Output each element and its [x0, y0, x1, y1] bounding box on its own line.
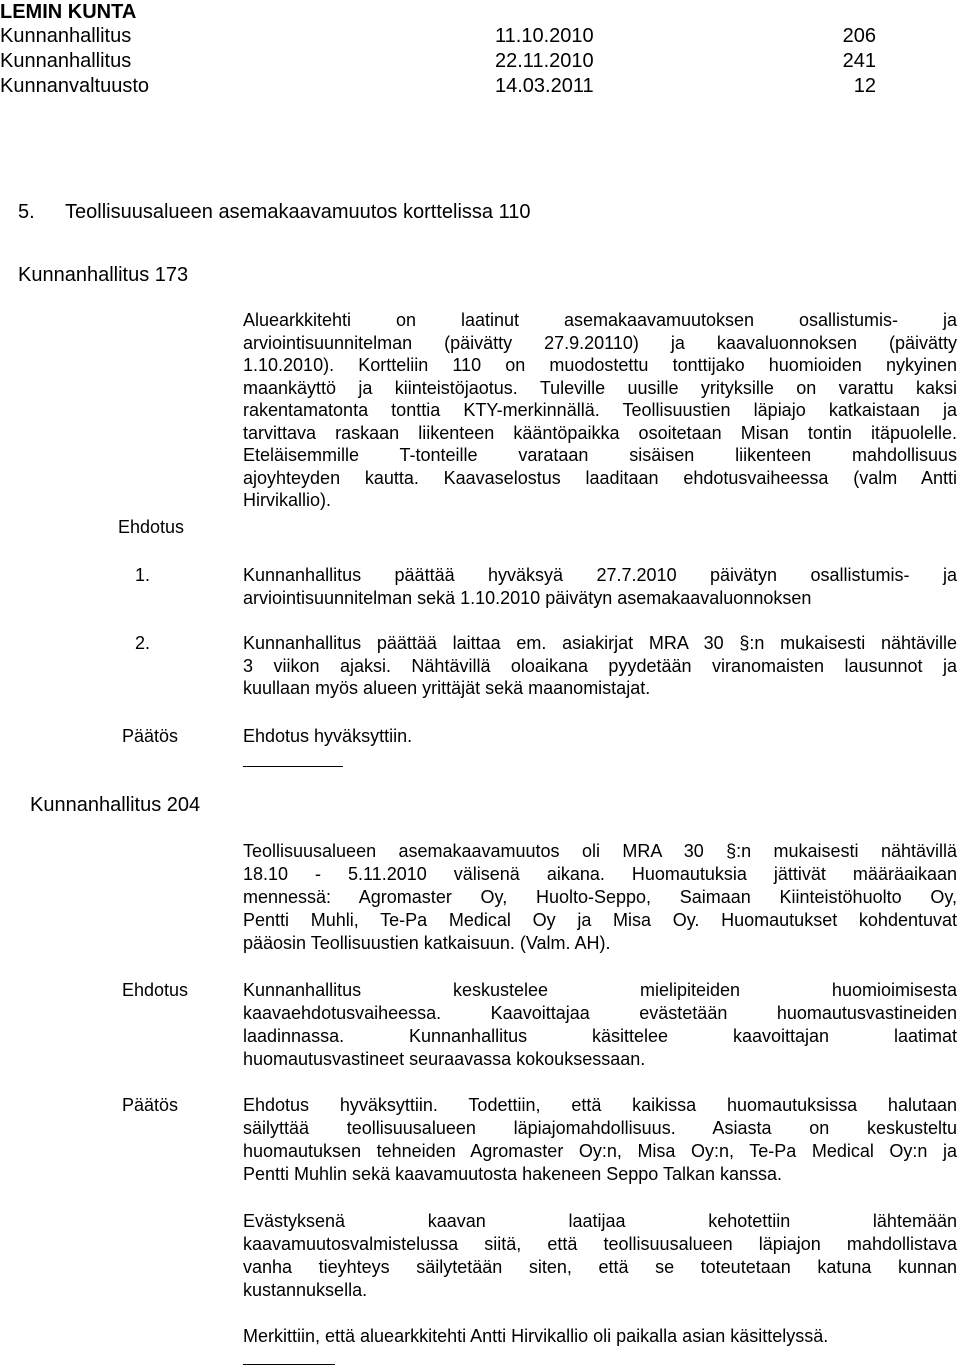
- text-line: Pentti Muhli, Te-Pa Medical Oy ja Misa Oy. Huomautukset kohdentuvat: [243, 910, 957, 930]
- kh173-ehdotus-label: Ehdotus: [118, 517, 185, 537]
- text-line: maankäyttö ja kiinteistöjaotus. Tuleville uusille yrityksille on varattu kaksi: [243, 377, 957, 398]
- list-item-2: [243, 632, 957, 700]
- item-number: 5.: [18, 201, 35, 223]
- section-divider: [243, 766, 343, 767]
- text-line: rakentamatonta tonttia KTY-merkinnällä. Teollisuustien läpiajo katkaistaan ja: [243, 400, 957, 420]
- kh204-ehdotus-text: [243, 979, 957, 1071]
- kh204-paragraph: [243, 840, 957, 955]
- text-line: laadinnassa. Kunnanhallitus käsittelee kaavoittajan laatimat: [243, 1026, 957, 1046]
- section-divider: [243, 1364, 335, 1365]
- header-number-1: 206: [842, 25, 876, 47]
- header-date-3: 14.03.2011: [495, 75, 594, 97]
- text-line: Hirvikallio).: [243, 490, 332, 510]
- kh173-paatos-label: Päätös: [122, 726, 179, 746]
- list-item-1: [243, 564, 957, 609]
- kh204-ehdotus-label: Ehdotus: [122, 980, 189, 1000]
- header-body-3: Kunnanvaltuusto: [0, 75, 150, 97]
- text-line: ajoyhteyden kautta. Kaavaselostus laaditaan ehdotusvaiheessa (valm Antti: [243, 467, 957, 488]
- text-line: huomautusvastineet seuraavassa kokouksessaan.: [243, 1049, 646, 1069]
- text-line: arviointisuunnitelman (päivätty 27.9.20110) ja kaavaluonnoksen (päivätty: [243, 332, 957, 353]
- kh173-paatos-text: Ehdotus hyväksyttiin.: [243, 726, 413, 746]
- text-line: huomautuksen tehneiden Agromaster Oy:n, Misa Oy:n, Te-Pa Medical Oy:n ja: [243, 1141, 957, 1161]
- text-line: säilyttää teollisuusalueen läpiajomahdollisuus. Asiasta on keskusteltu: [243, 1118, 957, 1138]
- text-line: Pentti Muhlin sekä kaavamuutosta hakeneen Seppo Talkan kanssa.: [243, 1164, 783, 1184]
- header-number-2: 241: [842, 50, 876, 72]
- text-line: Kunnanhallitus päättää laittaa em. asiakirjat MRA 30 §:n mukaisesti nähtäville: [243, 633, 957, 653]
- text-line: 18.10 - 5.11.2010 välisenä aikana. Huomautuksia jättivät määräaikaan: [243, 864, 957, 884]
- text-line: Kunnanhallitus keskustelee mielipiteiden huomioimisesta: [243, 980, 957, 1000]
- text-line: kuullaan myös alueen yrittäjät sekä maanomistajat.: [243, 678, 651, 698]
- text-line: arviointisuunnitelman sekä 1.10.2010 päivätyn asemakaavaluonnoksen: [243, 587, 812, 608]
- kh173-label: Kunnanhallitus 173: [18, 264, 189, 286]
- text-line: kustannuksella.: [243, 1280, 368, 1300]
- kh204-merkittiin: Merkittiin, että aluearkkitehti Antti Hirvikallio oli paikalla asian käsittelyssä.: [243, 1326, 829, 1346]
- header-body-1: Kunnanhallitus: [0, 25, 132, 47]
- text-line: Teollisuusalueen asemakaavamuutos oli MRA 30 §:n mukaisesti nähtävillä: [243, 841, 957, 861]
- text-line: kaavaehdotusvaiheessa. Kaavoittajaa evästetään huomautusvastineiden: [243, 1003, 957, 1023]
- text-line: 1.10.2010). Kortteliin 110 on muodostettu tonttijako huomioiden nykyinen: [243, 355, 957, 375]
- kh204-label: Kunnanhallitus 204: [30, 794, 201, 816]
- kh204-evastys-paragraph: [243, 1210, 957, 1302]
- text-line: 3 viikon ajaksi. Nähtävillä oloaikana pyydetään viranomaisten lausunnot ja: [243, 655, 957, 676]
- text-line: Ehdotus hyväksyttiin. Todettiin, että kaikissa huomautuksissa halutaan: [243, 1095, 957, 1115]
- header-date-1: 11.10.2010: [495, 25, 594, 47]
- text-line: mennessä: Agromaster Oy, Huolto-Seppo, Saimaan Kiinteistöhuolto Oy,: [243, 887, 957, 907]
- text-line: Eteläisemmille T-tonteille varataan sisäisen liikenteen mahdollisuus: [243, 445, 957, 465]
- text-line: Aluearkkitehti on laatinut asemakaavamuutoksen osallistumis- ja: [243, 310, 957, 330]
- text-line: tarvittava raskaan liikenteen kääntöpaikka osoitetaan Misan tontin itäpuolelle.: [243, 422, 957, 443]
- header-date-2: 22.11.2010: [495, 50, 594, 72]
- header-body-2: Kunnanhallitus: [0, 50, 132, 72]
- item-title: Teollisuusalueen asemakaavamuutos korttelissa 110: [65, 201, 531, 223]
- list-number-1: 1.: [135, 565, 151, 585]
- text-line: pääosin Teollisuustien katkaisuun. (Valm. AH).: [243, 933, 611, 953]
- kh173-paragraph: [243, 309, 957, 512]
- kh204-paatos-label: Päätös: [122, 1095, 179, 1115]
- text-line: kaavamuutosvalmistelussa siitä, että teollisuusalueen läpiajon mahdollistava: [243, 1234, 957, 1254]
- text-line: Kunnanhallitus päättää hyväksyä 27.7.2010 päivätyn osallistumis- ja: [243, 565, 957, 585]
- kh204-paatos-text: [243, 1094, 957, 1186]
- header-number-3: 12: [853, 75, 876, 97]
- text-line: vanha tieyhteys säilytetään siten, että se toteutetaan katuna kunnan: [243, 1257, 957, 1277]
- text-line: Evästyksenä kaavan laatijaa kehotettiin lähtemään: [243, 1211, 957, 1231]
- list-number-2: 2.: [135, 633, 151, 653]
- organization-name: LEMIN KUNTA: [0, 1, 137, 23]
